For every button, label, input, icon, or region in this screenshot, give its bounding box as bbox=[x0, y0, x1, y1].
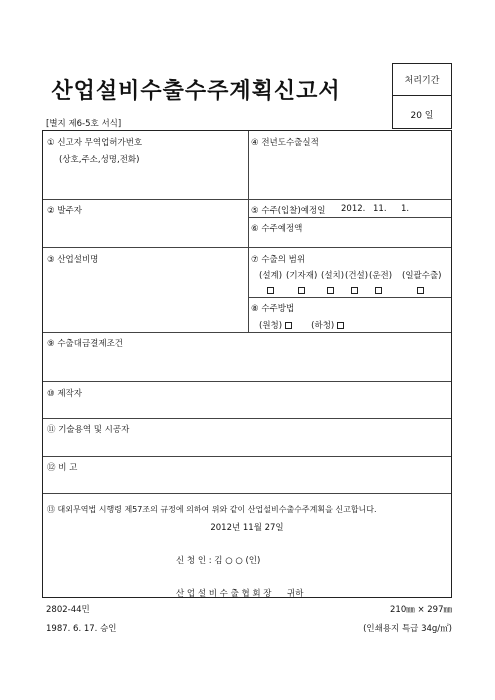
scope-equipment: (기자재) bbox=[286, 271, 318, 281]
declaration-date: 2012년 11월 27일 bbox=[210, 523, 284, 533]
scope-equipment-checkbox[interactable] bbox=[298, 287, 305, 294]
form-grid bbox=[42, 130, 452, 598]
scope-construction-checkbox[interactable] bbox=[351, 287, 358, 294]
order-amount-label: ⑥ 수주예정액 bbox=[251, 224, 303, 234]
scope-operation-checkbox[interactable] bbox=[375, 287, 382, 294]
form-title: 산업설비수출수주계획신고서 bbox=[51, 79, 341, 104]
scope-operation: (운전) bbox=[369, 271, 393, 281]
form-number: [별지 제6-5호 서식] bbox=[46, 119, 122, 129]
method-prime-checkbox[interactable] bbox=[285, 322, 292, 329]
order-date-label: ⑤ 수주(입찰)예정일 bbox=[251, 206, 326, 216]
facility-name-label: ③ 산업설비명 bbox=[47, 255, 99, 265]
scope-construction: (건설) bbox=[345, 271, 369, 281]
order-method-label: ⑧ 수주방법 bbox=[251, 304, 295, 314]
processing-period-value: 20 일 bbox=[410, 111, 434, 121]
order-date-year: 2012. bbox=[341, 204, 366, 214]
scope-installation-checkbox[interactable] bbox=[327, 287, 334, 294]
processing-period-label: 처리기간 bbox=[404, 76, 440, 86]
applicant-label: ① 신고자 무역업허가번호 bbox=[47, 138, 143, 148]
footer-paper: (인쇄용지 특급 34g/㎡) bbox=[363, 624, 452, 634]
maker-label: ⑩ 제작자 bbox=[47, 389, 82, 399]
footer-approval: 1987. 6. 17. 승인 bbox=[46, 624, 117, 634]
contractor-label: ⑪ 기술용역 및 시공자 bbox=[47, 425, 130, 435]
orderer-label: ② 발주자 bbox=[47, 206, 82, 216]
scope-design: (설계) bbox=[259, 271, 283, 281]
footer-size: 210㎜ × 297㎜ bbox=[390, 605, 452, 615]
applicant-sub-label: (상호,주소,성명,전화) bbox=[59, 155, 140, 165]
recipient: 산 업 설 비 수 출 협 회 장 bbox=[176, 589, 272, 599]
method-sub-checkbox[interactable] bbox=[337, 322, 344, 329]
method-prime bbox=[259, 319, 344, 331]
scope-design-checkbox[interactable] bbox=[267, 287, 274, 294]
footer-code: 2802-44민 bbox=[46, 605, 90, 615]
scope-installation: (설치) bbox=[321, 271, 345, 281]
scope-turnkey: (일괄수출) bbox=[402, 271, 442, 281]
export-scope-label: ⑦ 수출의 범위 bbox=[251, 255, 306, 265]
scope-turnkey-checkbox[interactable] bbox=[417, 287, 424, 294]
declaration-text: ⑬ 대외무역법 시행령 제57조의 규정에 의하여 위와 같이 산업설비수출수주계획을 신고합니다. bbox=[47, 505, 377, 514]
applicant-signature: 신 청 인 : 김 ○ ○ (인) bbox=[176, 556, 261, 566]
order-date-day: 1. bbox=[401, 204, 410, 214]
recipient-honorific: 귀하 bbox=[287, 589, 304, 599]
method-sub-label: (하청) bbox=[311, 321, 335, 331]
prev-year-export-label: ④ 전년도수출실적 bbox=[251, 138, 319, 148]
remarks-label: ⑫ 비 고 bbox=[47, 463, 78, 473]
method-prime-label: (원청) bbox=[259, 321, 283, 331]
order-date-month: 11. bbox=[373, 204, 387, 214]
payment-terms-label: ⑨ 수출대금결제조건 bbox=[47, 339, 124, 349]
